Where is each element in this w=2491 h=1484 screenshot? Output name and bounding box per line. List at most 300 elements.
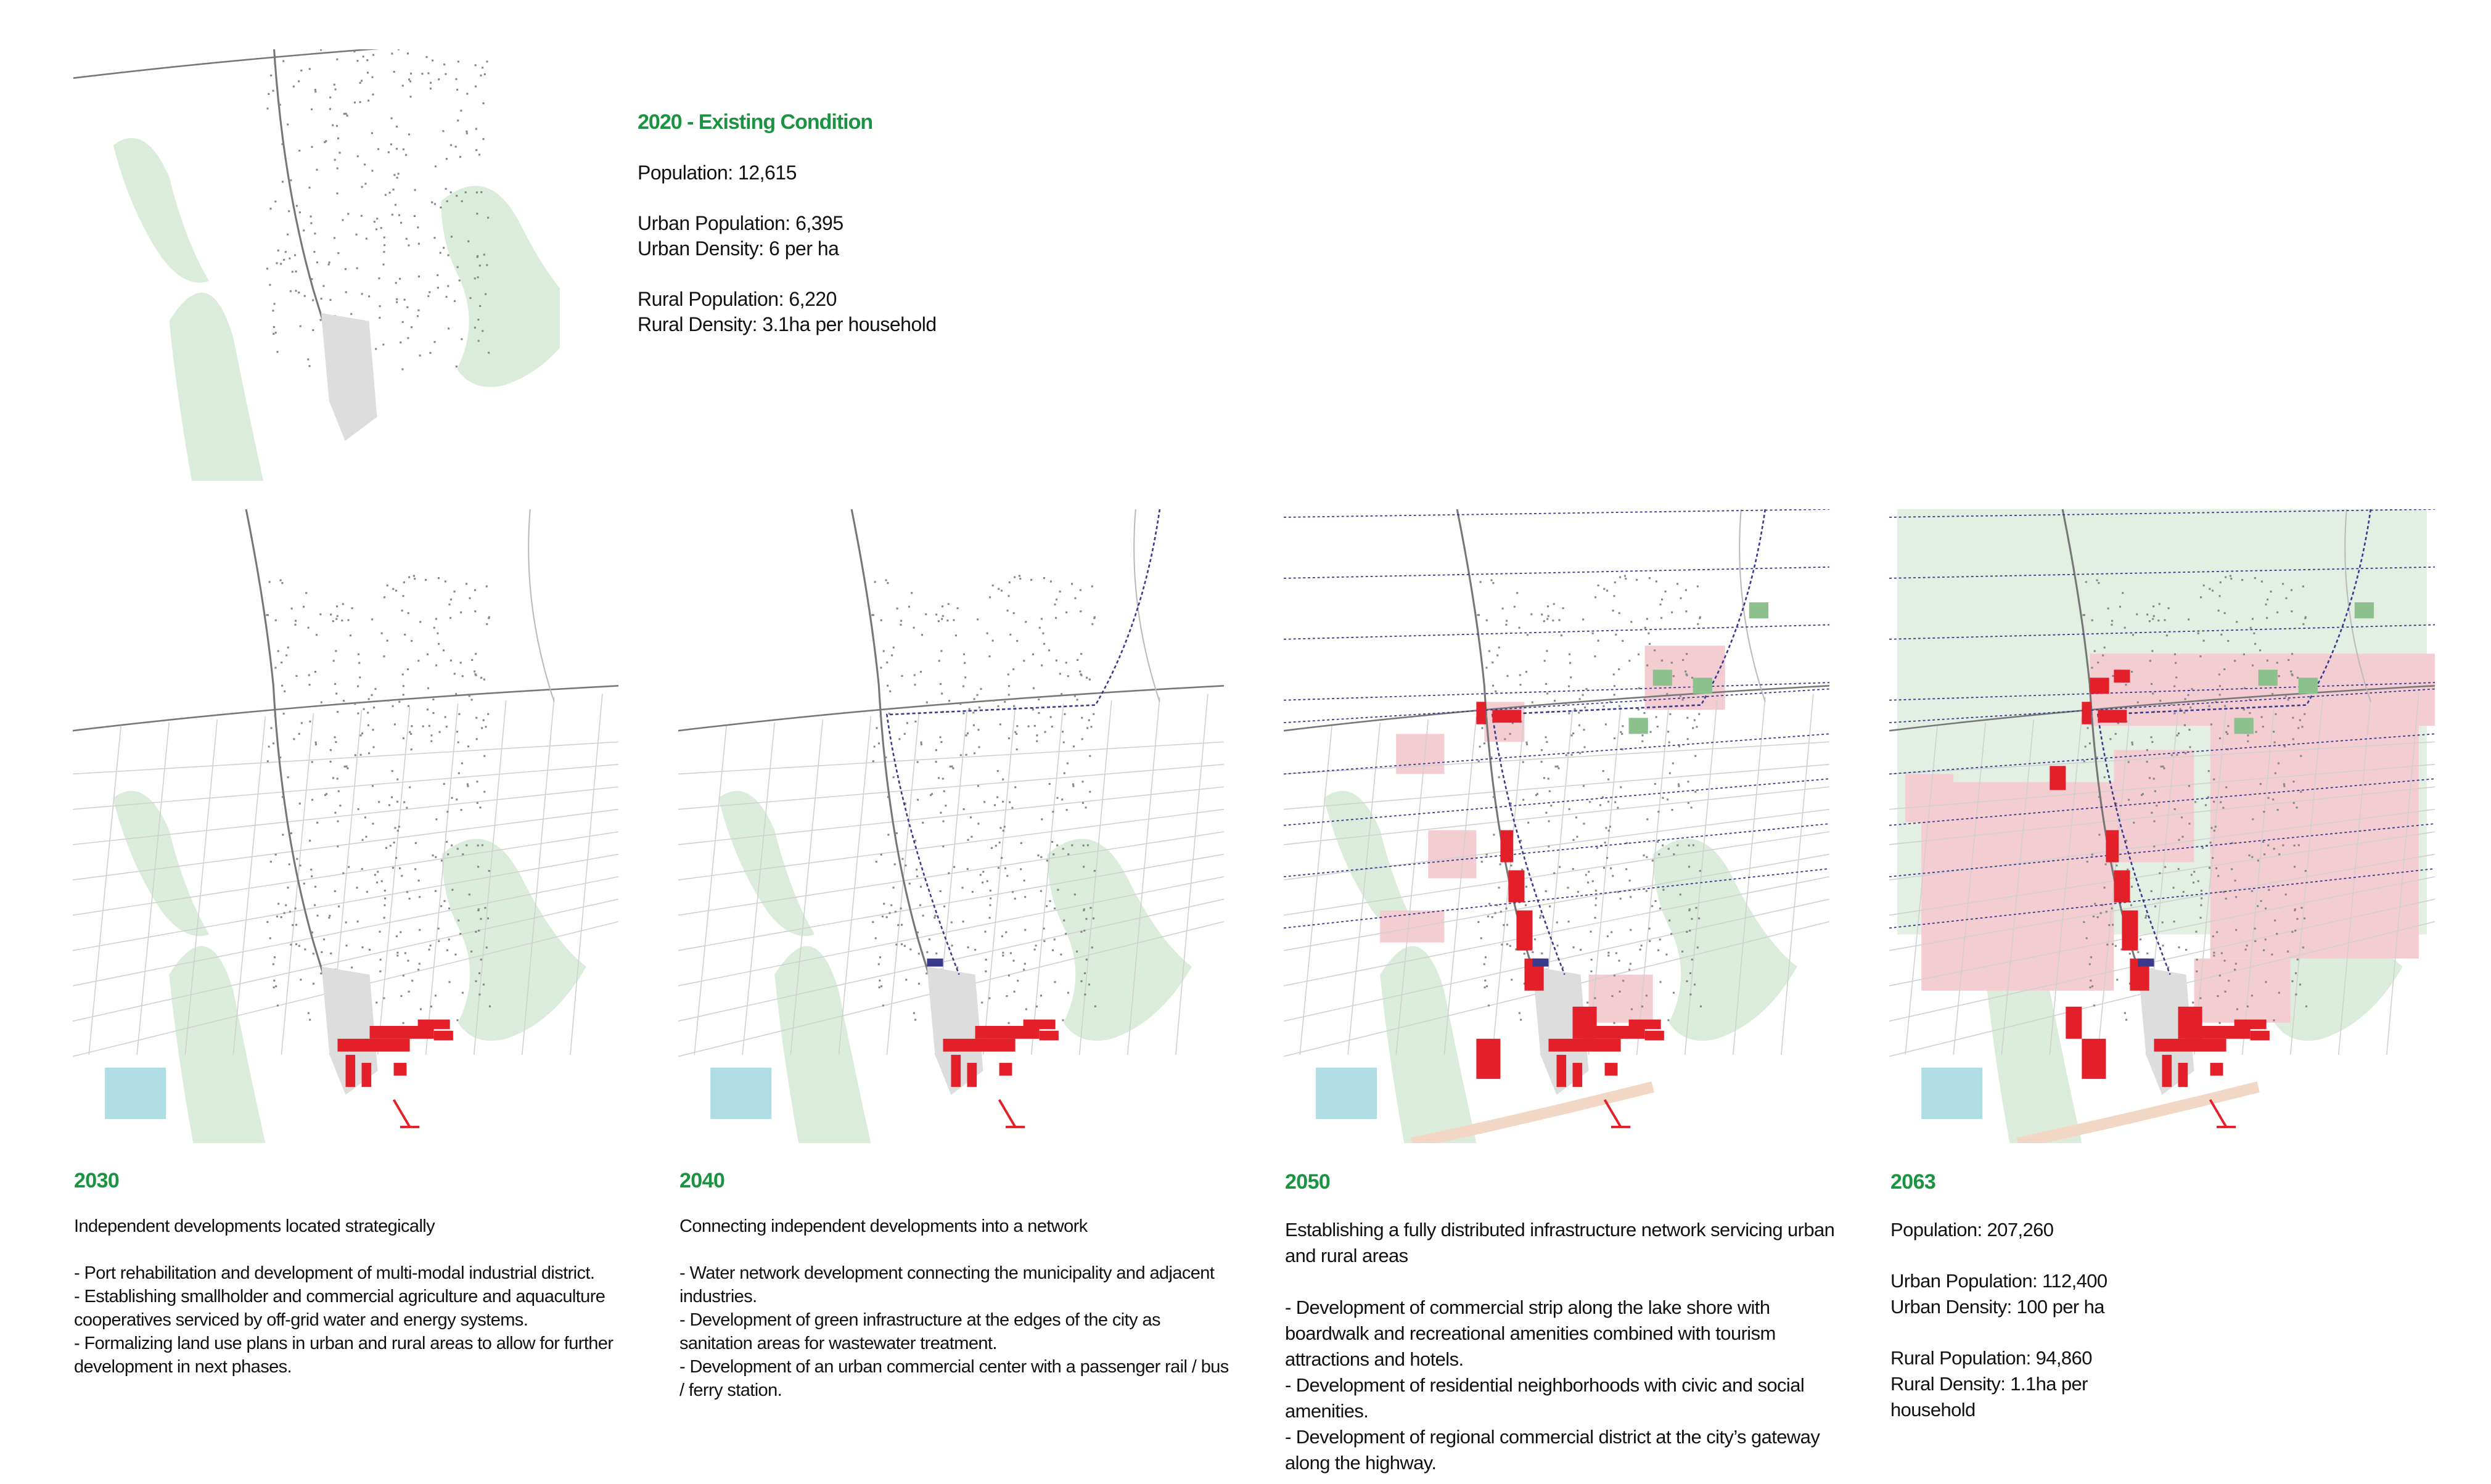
building-dot — [409, 898, 411, 900]
building-dot — [2243, 654, 2245, 655]
building-dot — [1646, 665, 1648, 666]
building-dot — [872, 921, 874, 923]
building-dot — [1016, 640, 1018, 642]
building-dot — [403, 975, 404, 977]
building-dot — [337, 821, 339, 822]
building-dot — [1019, 578, 1021, 580]
building-dot — [2151, 650, 2153, 652]
building-dot — [430, 734, 432, 736]
building-dot — [2265, 604, 2267, 605]
building-dot — [1657, 726, 1659, 728]
building-dot — [1485, 956, 1487, 958]
building-dot — [445, 581, 446, 583]
building-dot — [425, 579, 427, 581]
building-dot — [430, 88, 432, 89]
building-dot — [313, 251, 315, 253]
building-dot — [1614, 685, 1615, 687]
building-dot — [417, 969, 419, 970]
map-layer — [73, 49, 560, 481]
building-dot — [1008, 694, 1010, 695]
building-dot — [2299, 719, 2301, 721]
building-dot — [2170, 703, 2172, 705]
building-dot — [1686, 931, 1688, 933]
building-dot — [1693, 844, 1694, 846]
building-dot — [2296, 806, 2298, 808]
building-dot — [1490, 756, 1492, 758]
building-dot — [474, 670, 475, 672]
building-dot — [2128, 799, 2130, 801]
building-dot — [1594, 904, 1596, 906]
development-block — [1573, 1063, 1583, 1087]
building-dot — [1036, 740, 1038, 742]
building-dot — [1001, 589, 1003, 591]
building-dot — [298, 945, 300, 947]
building-dot — [1493, 796, 1495, 798]
building-dot — [1006, 995, 1007, 997]
building-dot — [2151, 683, 2152, 685]
building-dot — [329, 261, 330, 263]
building-dot — [1688, 866, 1690, 867]
building-dot — [1006, 875, 1008, 877]
building-dot — [320, 972, 322, 974]
building-dot — [2263, 853, 2265, 855]
building-dot — [1479, 745, 1481, 747]
building-dot — [459, 933, 461, 935]
building-dot — [1638, 708, 1639, 710]
building-dot — [404, 952, 406, 954]
building-dot — [1004, 867, 1006, 869]
building-dot — [1617, 807, 1619, 809]
building-dot — [1519, 674, 1521, 676]
building-dot — [2124, 627, 2126, 629]
building-dot — [2178, 732, 2180, 734]
building-dot — [1687, 738, 1689, 740]
green-area-icon — [774, 946, 871, 1143]
building-dot — [2225, 991, 2226, 993]
building-dot — [1089, 755, 1091, 757]
building-dot — [1569, 654, 1570, 655]
development-block — [1645, 1031, 1664, 1041]
building-dot — [481, 727, 483, 729]
building-dot — [2178, 839, 2180, 841]
building-dot — [474, 610, 476, 612]
secondary-road — [528, 509, 554, 702]
building-dot — [941, 692, 943, 694]
phase-item: - Formalizing land use plans in urban and rural areas to allow for further development in next phases. — [74, 1334, 614, 1377]
building-dot — [314, 904, 316, 906]
building-dot — [330, 749, 332, 751]
building-dot — [358, 654, 359, 655]
building-dot — [1049, 900, 1051, 902]
building-dot — [2278, 675, 2280, 677]
building-dot — [475, 64, 477, 66]
building-dot — [2302, 946, 2304, 948]
building-dot — [390, 845, 392, 847]
building-dot — [942, 821, 944, 822]
pier-icon — [1605, 1100, 1631, 1127]
development-block — [2114, 670, 2130, 683]
building-dot — [387, 584, 388, 586]
building-dot — [1607, 779, 1609, 781]
building-dot — [1486, 985, 1488, 987]
building-dot — [1691, 959, 1693, 961]
building-dot — [445, 73, 446, 75]
building-dot — [1651, 905, 1653, 907]
building-dot — [408, 576, 410, 578]
building-dot — [889, 691, 891, 692]
building-dot — [1091, 946, 1093, 948]
building-dot — [1085, 918, 1087, 920]
building-dot — [1004, 701, 1006, 703]
building-dot — [275, 854, 277, 856]
building-dot — [2106, 911, 2107, 912]
building-dot — [1575, 816, 1577, 818]
building-dot — [410, 733, 412, 735]
building-dot — [383, 997, 385, 999]
building-dot — [1481, 727, 1483, 729]
building-dot — [402, 321, 404, 323]
development-block — [1573, 1007, 1597, 1039]
building-dot — [396, 935, 398, 937]
building-dot — [981, 1002, 983, 1004]
building-dot — [290, 179, 292, 181]
building-dot — [281, 143, 283, 145]
building-dot — [1071, 583, 1073, 584]
building-dot — [484, 73, 486, 75]
building-dot — [441, 859, 443, 861]
building-dot — [2273, 848, 2275, 850]
building-dot — [330, 761, 332, 763]
building-dot — [955, 634, 957, 636]
building-dot — [2270, 591, 2272, 592]
building-dot — [1561, 634, 1562, 636]
building-dot — [2116, 864, 2117, 866]
building-dot — [2107, 607, 2109, 609]
building-dot — [1064, 773, 1065, 774]
building-dot — [281, 916, 282, 918]
building-dot — [1558, 619, 1560, 621]
building-dot — [329, 96, 331, 98]
building-dot — [1660, 617, 1662, 619]
building-dot — [2300, 755, 2302, 757]
building-dot — [438, 940, 440, 942]
building-dot — [409, 96, 411, 97]
building-dot — [935, 761, 937, 763]
infrastructure-network — [1284, 509, 1829, 517]
building-dot — [2273, 1019, 2275, 1021]
building-dot — [2250, 627, 2252, 629]
building-dot — [940, 683, 942, 685]
building-dot — [1501, 944, 1503, 946]
building-dot — [2146, 761, 2148, 763]
building-dot — [1662, 889, 1664, 891]
building-dot — [390, 144, 392, 146]
building-dot — [2090, 980, 2091, 982]
building-dot — [2175, 676, 2177, 678]
building-dot — [2212, 589, 2214, 591]
building-dot — [322, 285, 324, 287]
building-dot — [482, 67, 483, 68]
building-dot — [2112, 924, 2114, 925]
building-dot — [987, 633, 988, 634]
building-dot — [330, 953, 332, 954]
building-dot — [284, 691, 285, 692]
building-dot — [347, 115, 348, 117]
building-dot — [447, 853, 449, 855]
planned-road — [73, 742, 618, 774]
building-dot — [1583, 746, 1585, 748]
building-dot — [2248, 855, 2250, 856]
map-layer — [1284, 509, 1829, 1143]
building-dot — [268, 745, 270, 747]
building-dot — [1035, 945, 1037, 946]
phase-item: - Development of regional commercial district at the city’s gateway along the highway. — [1285, 1426, 1820, 1474]
building-dot — [2251, 994, 2253, 996]
building-dot — [2272, 798, 2274, 800]
building-dot — [2291, 673, 2293, 675]
building-dot — [2223, 668, 2225, 670]
building-dot — [1049, 783, 1051, 785]
building-dot — [896, 832, 898, 834]
building-dot — [1059, 591, 1061, 592]
building-dot — [2267, 599, 2268, 601]
building-dot — [1038, 699, 1040, 700]
highway — [73, 686, 618, 731]
building-dot — [1492, 582, 1494, 584]
green-area-icon — [1048, 839, 1192, 1041]
building-dot — [1582, 694, 1583, 696]
building-dot — [1578, 724, 1580, 726]
building-dot — [1592, 880, 1594, 882]
building-dot — [1572, 868, 1574, 870]
building-dot — [466, 93, 468, 95]
building-dot — [1549, 906, 1551, 908]
building-dot — [289, 258, 290, 260]
building-dot — [427, 295, 429, 297]
building-dot — [948, 700, 950, 702]
building-dot — [1614, 801, 1616, 803]
building-dot — [358, 808, 359, 810]
building-dot — [940, 741, 942, 743]
building-dot — [1506, 908, 1508, 909]
building-dot — [282, 181, 284, 182]
building-dot — [475, 673, 477, 675]
building-dot — [1094, 1006, 1096, 1007]
building-dot — [1691, 918, 1693, 920]
building-dot — [1073, 745, 1075, 747]
building-dot — [2205, 804, 2207, 806]
building-dot — [1594, 997, 1596, 999]
building-dot — [1002, 954, 1004, 956]
building-dot — [973, 724, 975, 726]
building-dot — [351, 607, 353, 609]
building-dot — [273, 742, 274, 744]
building-dot — [1624, 575, 1626, 577]
building-dot — [447, 285, 449, 287]
building-dot — [430, 740, 432, 742]
building-dot — [1694, 719, 1696, 721]
building-dot — [1615, 634, 1617, 636]
infrastructure-network — [1284, 567, 1829, 578]
building-dot — [1522, 799, 1524, 801]
building-dot — [1012, 668, 1014, 670]
development-block — [2098, 710, 2127, 723]
building-dot — [967, 839, 969, 841]
building-dot — [880, 666, 882, 668]
building-dot — [335, 741, 337, 743]
building-dot — [2159, 603, 2161, 605]
building-dot — [1657, 841, 1659, 843]
building-dot — [435, 890, 437, 892]
building-dot — [1619, 705, 1620, 707]
building-dot — [308, 627, 310, 629]
building-dot — [276, 351, 278, 353]
building-dot — [277, 1004, 279, 1006]
building-dot — [456, 195, 458, 197]
building-dot — [1486, 854, 1488, 856]
building-dot — [1546, 618, 1548, 620]
building-dot — [2291, 589, 2292, 591]
building-dot — [2200, 917, 2202, 919]
building-dot — [384, 917, 385, 919]
building-dot — [1694, 983, 1696, 985]
building-dot — [1694, 791, 1696, 793]
building-dot — [2212, 935, 2214, 937]
building-dot — [300, 979, 302, 981]
building-dot — [2096, 756, 2098, 758]
building-dot — [407, 960, 409, 962]
building-dot — [483, 254, 485, 256]
development-block — [1557, 1055, 1567, 1087]
building-dot — [1051, 726, 1053, 728]
building-dot — [1576, 836, 1578, 838]
building-dot — [940, 812, 942, 814]
building-dot — [388, 804, 390, 806]
building-dot — [880, 715, 882, 717]
building-dot — [269, 937, 271, 939]
building-dot — [487, 217, 489, 219]
building-dot — [338, 790, 340, 792]
building-dot — [2219, 975, 2221, 977]
building-dot — [1656, 581, 1657, 583]
building-dot — [364, 163, 366, 165]
building-dot — [280, 580, 282, 581]
building-dot — [275, 332, 277, 334]
building-dot — [2277, 809, 2279, 811]
building-dot — [905, 864, 906, 866]
building-dot — [2225, 576, 2226, 578]
building-dot — [398, 173, 400, 174]
building-dot — [371, 694, 372, 696]
building-dot — [1578, 711, 1580, 713]
map-2040-svg — [678, 509, 1224, 1143]
building-dot — [440, 252, 441, 254]
map-2020-svg — [73, 49, 560, 481]
building-dot — [2132, 744, 2133, 745]
building-dot — [479, 264, 481, 266]
building-dot — [2236, 1008, 2238, 1010]
building-dot — [997, 770, 999, 772]
building-dot — [1678, 785, 1680, 787]
building-dot — [1024, 880, 1025, 882]
building-dot — [1046, 859, 1048, 861]
phase-rural-population: Rural Population: 94,860 — [1890, 1347, 2092, 1369]
building-dot — [1506, 675, 1508, 677]
building-dot — [312, 329, 314, 331]
pier-icon — [999, 1100, 1025, 1127]
building-dot — [2196, 959, 2198, 961]
building-dot — [2151, 741, 2153, 743]
building-dot — [471, 659, 473, 661]
building-dot — [879, 980, 880, 982]
building-dot — [461, 200, 463, 202]
phase-item: - Development of an urban commercial center with a passenger rail / bus / ferry station. — [679, 1357, 1229, 1400]
building-dot — [427, 654, 429, 655]
building-dot — [2294, 845, 2296, 847]
building-dot — [2228, 980, 2230, 982]
building-dot — [418, 276, 420, 277]
building-dot — [266, 268, 268, 269]
building-dot — [2184, 724, 2186, 726]
building-dot — [456, 798, 458, 800]
building-dot — [396, 801, 398, 803]
phase-year: 2040 — [679, 1169, 725, 1192]
building-dot — [2104, 647, 2106, 649]
building-dot — [2112, 943, 2114, 945]
building-dot — [1080, 673, 1082, 675]
building-dot — [1619, 612, 1620, 614]
building-dot — [904, 733, 906, 735]
building-dot — [2284, 745, 2286, 747]
building-dot — [1688, 802, 1689, 804]
building-dot — [994, 804, 996, 806]
building-dot — [2224, 705, 2226, 707]
building-dot — [478, 930, 480, 932]
building-dot — [314, 742, 316, 744]
planned-road — [281, 713, 313, 1055]
building-dot — [1080, 980, 1082, 982]
building-dot — [2227, 725, 2229, 727]
building-dot — [380, 227, 382, 229]
building-dot — [2083, 921, 2085, 923]
building-dot — [2125, 684, 2127, 686]
building-dot — [2090, 956, 2092, 958]
building-dot — [2112, 675, 2114, 677]
building-dot — [1011, 807, 1013, 809]
building-dot — [1622, 980, 1624, 982]
building-dot — [409, 786, 411, 788]
building-dot — [475, 980, 477, 982]
building-dot — [2209, 867, 2210, 869]
building-dot — [1580, 949, 1582, 951]
building-dot — [989, 596, 991, 598]
station-icon — [1532, 959, 1548, 967]
building-dot — [406, 891, 408, 893]
building-dot — [1691, 677, 1693, 679]
building-dot — [1511, 979, 1512, 981]
sports-field-icon — [2355, 602, 2374, 618]
building-dot — [918, 953, 920, 954]
building-dot — [289, 911, 291, 912]
building-dot — [951, 766, 953, 768]
building-dot — [897, 924, 899, 926]
building-dot — [1534, 938, 1536, 940]
building-dot — [2246, 945, 2248, 946]
building-dot — [1009, 634, 1011, 636]
planned-road — [73, 765, 618, 810]
development-block — [1476, 702, 1486, 724]
building-dot — [2189, 746, 2191, 748]
